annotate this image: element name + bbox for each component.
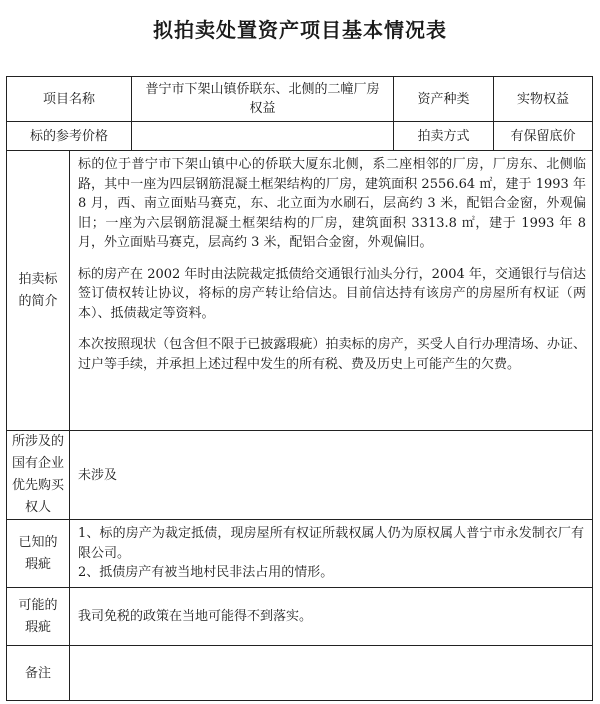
reference-price-label: 标的参考价格 — [7, 122, 132, 151]
known-defects-label: 已知的瑕疵 — [7, 520, 70, 588]
project-name-label: 项目名称 — [7, 77, 132, 122]
project-name-value: 普宁市下架山镇侨联东、北侧的二幢厂房权益 — [132, 77, 394, 122]
known-defect-1: 1、标的房产为裁定抵债，现房屋所有权证所载权属人仍为原权属人普宁市永发制衣厂有限公司。 — [78, 526, 585, 561]
possible-defects-row — [7, 588, 593, 646]
remarks-row — [7, 646, 593, 701]
asset-type-value: 实物权益 — [494, 77, 593, 122]
auction-method-label: 拍卖方式 — [394, 122, 494, 151]
intro-paragraph-1: 标的位于普宁市下架山镇中心的侨联大厦东北侧，系二座相邻的厂房，厂房东、北侧临路，其中一座为四层钢筋混凝土框架结构的厂房，建筑面积 2556.64 ㎡，建于 1993 年 8 月，西、南立面贴马赛克，东、北立面为水刷石，层高约 3 米，配铝合金窗，外观偏旧；一座为六层钢筋混凝土框架结构的厂房，建筑面积 3313.8 ㎡，建于 1993 年 8 月，外立面贴马赛克，层高约 3 米，配铝合金窗，外观偏旧。 — [78, 157, 587, 250]
asset-info-table — [6, 76, 593, 701]
price-row — [7, 122, 593, 151]
page-title: 拟拍卖处置资产项目基本情况表 — [153, 18, 447, 42]
known-defects-content — [70, 520, 593, 588]
remarks-value — [70, 646, 593, 701]
reference-price-value — [132, 122, 394, 151]
intro-paragraph-3: 本次按照现状（包含但不限于已披露瑕疵）拍卖标的房产，买受人自行办理清场、办证、过户等手续，并承担上述过程中发生的所有税、费及历史上可能产生的欠费。 — [78, 337, 587, 372]
possible-defects-label: 可能的瑕疵 — [7, 588, 70, 646]
soe-buyer-value: 未涉及 — [70, 431, 593, 520]
remarks-label: 备注 — [7, 646, 70, 701]
known-defect-2: 2、抵债房产有被当地村民非法占用的情形。 — [78, 565, 334, 581]
soe-row — [7, 431, 593, 520]
soe-buyer-label: 所涉及的国有企业优先购买权人 — [7, 431, 70, 520]
project-row — [7, 77, 593, 122]
known-defects-row — [7, 520, 593, 588]
possible-defects-value: 我司免税的政策在当地可能得不到落实。 — [70, 588, 593, 646]
auction-intro-content — [70, 151, 593, 431]
auction-intro-label: 拍卖标的简介 — [7, 151, 70, 431]
auction-method-value: 有保留底价 — [494, 122, 593, 151]
asset-type-label: 资产种类 — [394, 77, 494, 122]
intro-row — [7, 151, 593, 431]
intro-paragraph-2: 标的房产在 2002 年时由法院裁定抵债给交通银行汕头分行，2004 年，交通银行与信达签订债权转让协议，将标的房产转让给信达。目前信达持有该房产的房屋所有权证（两本）、抵债裁定等资料。 — [78, 266, 587, 321]
